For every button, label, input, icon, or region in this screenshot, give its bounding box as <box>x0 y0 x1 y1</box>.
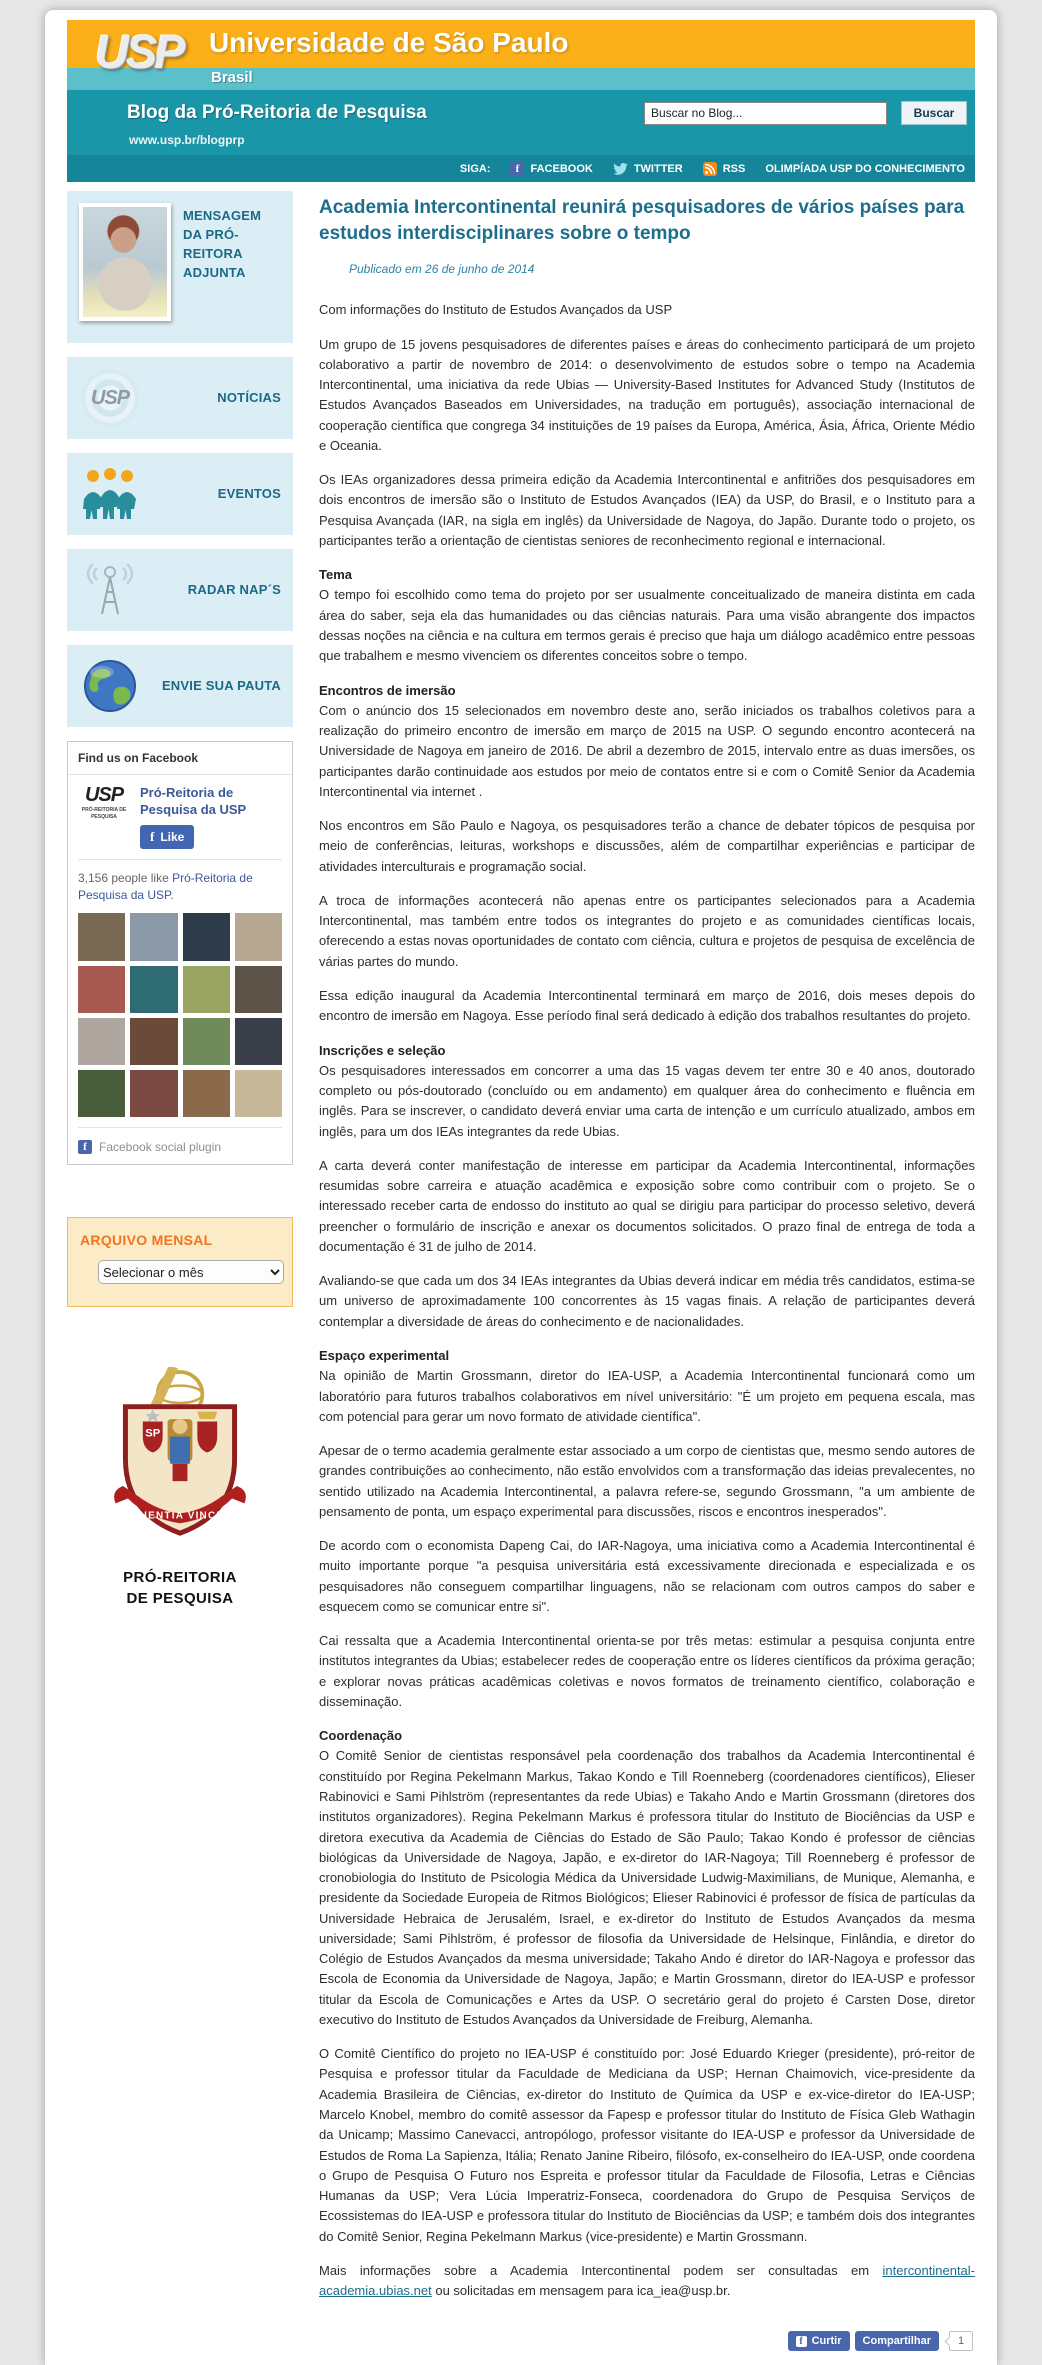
article-title: Academia Intercontinental reunirá pesquisadores de vários países para estudos interdisciplinares sobre o tempo <box>319 197 965 244</box>
article-paragraph: Os pesquisadores interessados em concorrer a uma das 15 vagas devem ter entre 30 e 40 anos, doutorado completo ou pós-doutorado (concluído ou em andamento) em qualquer área do conhecimento e fluência em inglês. Para se inscrever, o candidato deverá enviar uma carta de intenção e um currículo atualizado, ambos em inglês, para um dos IEAs integrantes da rede Ubias. <box>319 1062 975 1139</box>
article-paragraph: O tempo foi escolhido como tema do projeto por ser usualmente conceitualizado de maneira distinta em cada área do saber, seja ela das humanidades ou das ciências naturais. Para uma visão abrangente dos impactos dessas noções na ciência e na cultura em termos gerais é preciso que haja um diálogo acadêmico entre pessoas que trabalhem e mesmo vivenciem os diferentes conceitos sobre o tempo. <box>319 587 975 664</box>
facebook-page-logo-text: USP <box>84 784 124 806</box>
facebook-icon: f <box>796 2336 807 2347</box>
article-paragraph: A carta deverá conter manifestação de interesse em participar da Academia Intercontinental, informações resumidas sobre carreira e atuação acadêmica e exposição sobre como contribuir com o projeto. Se o interessado receber carta de endosso do instituto ao qual se dirigiu para participar do processo seletivo, deverá preencher o formulário de inscrição e anexar os documentos solicitados. O prazo final de entrega de toda a documentação é 31 de julho de 2014. <box>319 1157 975 1254</box>
pro-reitora-photo <box>79 203 171 321</box>
sidebar-item-eventos[interactable] <box>67 453 293 535</box>
share-count-badge: 1 <box>949 2331 973 2351</box>
facebook-page-link[interactable]: Pró-Reitoria de Pesquisa da USP <box>140 785 247 817</box>
section-heading: Inscrições e seleção <box>319 1042 446 1058</box>
sidebar-item-label: EVENTOS <box>217 485 281 501</box>
usp-logo: USP <box>95 25 183 78</box>
blog-title: Blog da Pró-Reitoria de Pesquisa <box>127 102 427 123</box>
pro-reitora-photo-image <box>83 207 167 317</box>
sidebar-item-radar[interactable] <box>67 549 293 631</box>
search-area <box>644 101 967 125</box>
curtir-button[interactable] <box>788 2331 850 2351</box>
avatar <box>235 966 282 1013</box>
usp-disc-icon: USP <box>79 369 141 427</box>
antenna-icon <box>79 561 141 619</box>
facebook-page-logo <box>78 785 130 831</box>
divider <box>78 859 282 860</box>
article-paragraph: Essa edição inaugural da Academia Intercontinental terminará em março de 2016, dois meses depois do encontro de imersão em Nagoya. Esse período final será dedicado à edição dos trabalhos resultantes do projeto. <box>319 987 975 1024</box>
twitter-link[interactable] <box>613 163 683 175</box>
sidebar-item-label: MENSAGEM DA PRÓ-REITORA ADJUNTA <box>183 208 262 280</box>
article-paragraph: Nos encontros em São Paulo e Nagoya, os pesquisadores terão a chance de debater tópicos de pesquisa por meio de conferências, leituras, workshops e discussões, além de compartilhar experiências e participar de atividades interculturais e programação social. <box>319 818 975 874</box>
article-body <box>319 300 975 2301</box>
article-paragraph: Apesar de o termo academia geralmente estar associado a um corpo de cientistas que, mesmo sendo autores de grandes contribuições ao conhecimento, não estão envolvidos com a transformação das ideias prevalecentes, no sentido utilizado na Academia Intercontinental, a palavra refere-se, segundo Grossmann, "a um ambiente de pensamento de ponta, um espaço experimental para discussões, riscos e encontros inesperados". <box>319 1443 975 1519</box>
facebook-icon: f <box>150 828 155 844</box>
article-date: Publicado em 26 de junho de 2014 <box>349 262 535 277</box>
month-select[interactable] <box>98 1260 284 1284</box>
facebook-avatar-grid <box>78 913 282 1117</box>
twitter-icon <box>613 163 628 175</box>
twitter-link-label: TWITTER <box>633 162 683 175</box>
section-heading: Tema <box>319 567 352 583</box>
facebook-icon: f <box>510 162 524 176</box>
page-paper <box>45 10 997 2365</box>
facebook-like-button[interactable] <box>140 825 194 849</box>
likes-count-text: 3,156 people like <box>78 870 173 885</box>
compartilhar-label: Compartilhar <box>862 2335 931 2348</box>
facebook-page-logo-caption: PRÓ-REITORIA DE PESQUISA <box>81 807 127 820</box>
header-lightteal-band <box>67 68 975 90</box>
avatar <box>235 1070 282 1117</box>
avatar <box>78 966 125 1013</box>
crest-caption-line1: PRÓ-REITORIA <box>123 1569 237 1587</box>
article-paragraph: Avaliando-se que cada um dos 34 IEAs integrantes da Ubias deverá indicar em média três candidatos, estima-se um universo de aproximadamente 100 concorrentes às 15 vagas finais. A relação de participantes deverá contemplar a diversidade de áreas do conhecimento e de nacionalidades. <box>319 1273 975 1329</box>
follow-label: SIGA: <box>459 162 491 175</box>
rss-link[interactable] <box>703 162 746 176</box>
avatar <box>78 1070 125 1117</box>
avatar <box>235 913 282 960</box>
facebook-link[interactable] <box>510 162 592 176</box>
pro-reitoria-crest <box>67 1367 293 1609</box>
section-heading: Espaço experimental <box>319 1347 450 1363</box>
avatar <box>235 1018 282 1065</box>
facebook-widget <box>67 741 293 1165</box>
site-header <box>67 20 975 182</box>
article-paragraph: A troca de informações acontecerá não apenas entre os participantes selecionados para a Academia Intercontinental, mas também entre todos os integrantes do projeto e as comunidades científicas locais, oferecendo a estas novas oportunidades de contato com ciência, cultura e projetos de pesquisa de excelência de várias partes do mundo. <box>319 892 975 969</box>
sidebar-item-pauta[interactable] <box>67 645 293 727</box>
article-paragraph: Cai ressalta que a Academia Intercontinental orienta-se por três metas: estimular a pesquisa conjunta entre institutos integrantes da Ubias; estabelecer redes de cooperação entre os líderes científicos da próxima geração; e explorar novas práticas acadêmicas coletivas e novos formatos de treinamento científico, colaboração e disseminação. <box>319 1633 975 1709</box>
facebook-plugin-footer <box>78 1138 282 1154</box>
article-paragraph: O Comitê Senior de cientistas responsável pela coordenação dos trabalhos da Academia Intercontinental é constituído por Regina Pekelmann Markus, Takao Kondo e Till Roenneberg (coordenadores científicos), Elieser Rabinovici e Sami Pihlström (representantes da rede Ubias) e Takaho Ando e Martin Grossmann (diretores dos institutos organizadores). Regina Pekelmann Markus é professora titular do Instituto de Biociências da USP e diretora executiva da Academia de Ciências do Estado de São Paulo; Takao Kondo é professor de ciências biológicas da Universidade de Nagoya, Japão, e ex-diretor do IAR-Nagoya; Till Roenneberg é professor de cronobiologia do Instituto de Psicologia Médica da Universidade Ludwig-Maximilians, de Munique, Alemanha, e presidente da Sociedade Europeia de Ritmos Biológicos; Elieser Rabinovici é professor de física de partículas da Universidade Hebraica de Jerusalém, Israel, e ex-diretor do Instituto de Estudos Avançados da mesma universidade; Sami Pihlström, é professor de filosofia da Universidade de Helsinque, Finlândia, e diretor do Colégio de Estudos Avançados da mesma universidade; Takaho Ando é diretor do IAR-Nagoya e professor das Escola de Economia da Universidade de Nagoya, Japão; e Martin Grossmann, diretor do IEA-USP e professor titular da Escola de Comunicações e Artes da USP. O secretário geral do projeto é Carsten Dose, diretor executivo do Instituto de Estudos Avançados da Universidade de Freiburg, Alemanha. <box>319 1748 975 2027</box>
avatar <box>78 1018 125 1065</box>
curtir-label: Curtir <box>811 2335 842 2348</box>
svg-text:SCIENTIA VINCES: SCIENTIA VINCES <box>127 1510 233 1522</box>
rss-link-label: RSS <box>722 162 746 175</box>
crest-caption-line2: DE PESQUISA <box>126 1589 234 1607</box>
facebook-widget-header: Find us on Facebook <box>68 742 292 775</box>
section-heading: Encontros de imersão <box>319 682 456 698</box>
sidebar-item-label: RADAR NAP´S <box>187 581 281 597</box>
rss-icon <box>703 162 717 176</box>
avatar <box>183 913 230 960</box>
sidebar-item-label: ENVIE SUA PAUTA <box>161 677 281 693</box>
article-paragraph: Com informações do Instituto de Estudos Avançados da USP <box>319 302 673 318</box>
facebook-like-label: Like <box>160 829 185 844</box>
share-row <box>321 2331 973 2365</box>
avatar <box>130 913 177 960</box>
monthly-archive-box <box>67 1217 293 1307</box>
article <box>319 191 975 2365</box>
search-button[interactable]: Buscar <box>901 101 967 125</box>
article-paragraph: O Comitê Científico do projeto no IEA-USP é constituído por: José Eduardo Krieger (presidente), pró-reitor de Pesquisa e professor titular da Faculdade de Mediciana da USP; Hernan Chaimovich, vice-presidente da Academia Brasileira de Ciências, ex-diretor do Instituto de Química da USP e ex-vice-diretor do IEA-USP; Marcelo Knobel, membro do comitê assessor da Fapesp e professor titular do Instituto de Física Gleb Wathagin da Unicamp; Massimo Canevacci, antropólogo, professor visitante do IEA-USP e professor da Universidade de Estudos de Roma La Sapienza, Itália; Renato Janine Ribeiro, filósofo, ex-conselheiro do IEA-USP, onde coordena o Grupo de Pesquisa O Futuro nos Espreita e professor titular da Faculdade de Filosofia, Letras e Ciências Humanas da USP; Vera Lúcia Imperatriz-Fonseca, coordenadora do Grupo de Pesquisa Serviços de Ecossistemas do IEA-USP e professora titular do Instituto de Biociências da USP; e também dois dos integrantes do Comitê Senior, Regina Pekelmann Markus (vice-presidente) e Martin Grossmann. <box>319 2046 975 2244</box>
header-teal-band <box>67 90 975 155</box>
sidebar-item-noticias[interactable] <box>67 357 293 439</box>
blog-url: www.usp.br/blogprp <box>129 133 245 147</box>
crest-caption <box>67 1568 293 1609</box>
globe-icon <box>79 657 141 715</box>
likes-suffix: . <box>170 887 174 902</box>
facebook-link-label: FACEBOOK <box>530 162 593 175</box>
article-paragraph: Com o anúncio dos 15 selecionados em novembro deste ano, serão iniciados os trabalhos coletivos para a realização do primeiro encontro de imersão em março de 2015 na USP. O segundo encontro acontecerá na Universidade de Nagoya em janeiro de 2016. De abril a dezembro de 2015, intervalo entre as duas imersões, os participantes darão continuidade aos estudos por meio de contatos entre si e com o Comitê Senior da Academia Intercontinental via internet . <box>319 702 975 799</box>
people-icon <box>79 465 141 523</box>
olimpiada-link-label: OLIMPÍADA USP DO CONHECIMENTO <box>765 162 965 175</box>
monthly-archive-title: ARQUIVO MENSAL <box>80 1232 213 1249</box>
article-link[interactable]: intercontinental-academia.ubias.net <box>319 2262 975 2299</box>
divider <box>78 1127 282 1128</box>
avatar <box>130 1070 177 1117</box>
avatar <box>183 966 230 1013</box>
facebook-icon: f <box>78 1140 92 1154</box>
sidebar <box>67 191 293 2365</box>
search-input[interactable] <box>644 102 887 125</box>
avatar <box>183 1070 230 1117</box>
avatar <box>130 1018 177 1065</box>
olimpiada-link[interactable] <box>765 163 965 175</box>
avatar <box>183 1018 230 1065</box>
country-label: Brasil <box>211 69 253 86</box>
likes-page-name: Pró-Reitoria de Pesquisa da USP <box>78 870 253 902</box>
facebook-plugin-label: Facebook social plugin <box>99 1140 222 1155</box>
article-paragraph: Um grupo de 15 jovens pesquisadores de diferentes países e áreas do conhecimento participará de um projeto colaborativo a partir de novembro de 2014: o desenvolvimento de estudos sobre o tempo na Academia Intercontinental, uma iniciativa da rede Ubias — University-Based Institutes for Advanced Study (Institutos de Estudos Avançados Baseados em Universidades, na tradução em português), associação internacional de cooperação científica que congrega 34 instituições de 19 países da Europa, América, Ásia, África, Oriente Médio e Oceania. <box>319 336 975 453</box>
article-paragraph: De acordo com o economista Dapeng Cai, do IAR-Nagoya, uma iniciativa como a Academia Intercontinental é muito importante porque "a pesquisa universitária está excessivamente direcionada e especializada e os pesquisadores não conseguem compartilhar linguagens, não se relacionam com outros campos do saber e esquecem como se comunicar entre si". <box>319 1538 975 1614</box>
svg-text:SP: SP <box>145 1427 161 1440</box>
article-paragraph: Os IEAs organizadores dessa primeira edição da Academia Intercontinental e anfitriões dos pesquisadores em dois encontros de imersão são o Instituto de Estudos Avançados (IEA) da USP, do Brasil, e o Instituto para a Pesquisa Avançada (IAR, na sigla em inglês) da Universidade de Nagoya, do Japão. Durante todo o projeto, os participantes terão a orientação de cientistas seniores de reconhecimento regional e internacional. <box>319 472 975 548</box>
facebook-likes-text <box>78 870 282 904</box>
article-paragraph: Mais informações sobre a Academia Intercontinental podem ser consultadas em intercontinental-academia.ubias.net ou solicitadas em mensagem para ica_iea@usp.br. <box>319 2262 975 2299</box>
section-heading: Coordenação <box>319 1728 403 1744</box>
avatar <box>130 966 177 1013</box>
follow-bar <box>67 155 975 182</box>
article-paragraph: Na opinião de Martin Grossmann, diretor do IEA-USP, a Academia Intercontinental funcionará como um laboratório para futuros trabalhos colaborativos em nível universitário: "É um projeto em pequena escala, mas com potencial para gerar um novo formato de atividade científica". <box>319 1368 975 1424</box>
avatar <box>78 913 125 960</box>
university-name: Universidade de São Paulo <box>209 27 569 58</box>
compartilhar-button[interactable] <box>855 2331 939 2351</box>
sidebar-item-mensagem[interactable] <box>67 191 293 343</box>
sidebar-item-label: NOTÍCIAS <box>217 389 281 405</box>
usp-crest-image <box>105 1367 255 1553</box>
